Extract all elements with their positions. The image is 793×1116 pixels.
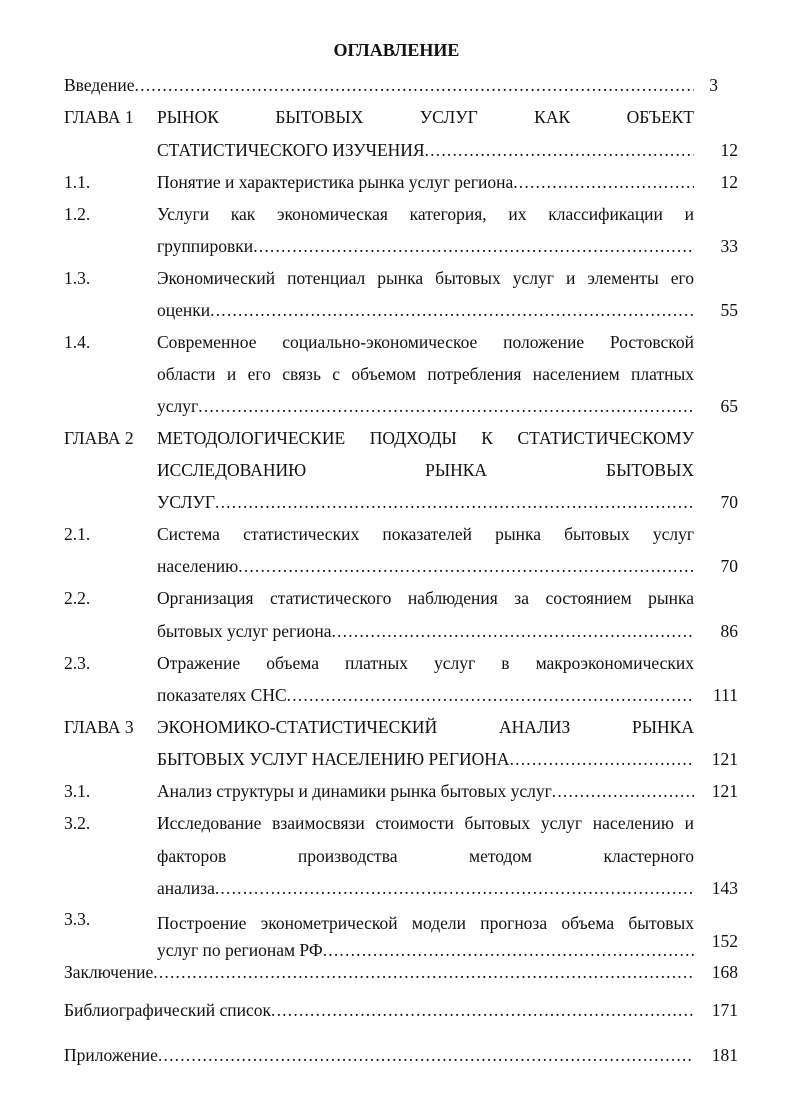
section-label: 3.1. <box>64 781 91 801</box>
chapter-title-line[interactable]: ЭКОНОМИКО-СТАТИСТИЧЕСКИЙ АНАЛИЗ РЫНКА <box>157 717 694 737</box>
page-number: 70 <box>720 556 738 576</box>
page-number: 3 <box>709 75 718 95</box>
entry-text: Анализ структуры и динамики рынка бытовых услуг <box>157 781 552 801</box>
section-title-line[interactable]: Услуги как экономическая категория, их классификации и <box>157 204 694 224</box>
entry-text: бытовых услуг региона <box>157 621 332 641</box>
entry-text: группировки <box>157 236 254 256</box>
dot-leader <box>510 748 694 770</box>
page-number: 70 <box>720 492 738 512</box>
dot-leader <box>238 555 694 577</box>
section-title-line[interactable]: Отражение объема платных услуг в макроэкономических <box>157 653 694 673</box>
section-title-line[interactable]: факторов производства методом кластерного <box>157 846 694 866</box>
entry-text: оценки <box>157 300 211 320</box>
dot-leader <box>135 74 694 96</box>
section-label: 1.3. <box>64 268 91 288</box>
entry-text: услуг по регионам РФ <box>157 940 323 960</box>
page-number: 121 <box>711 781 738 801</box>
section-label: 1.4. <box>64 332 91 352</box>
section-label: 1.2. <box>64 204 91 224</box>
dot-leader <box>210 299 694 321</box>
chapter-label: ГЛАВА 2 <box>64 428 134 448</box>
chapter-title-line[interactable]: МЕТОДОЛОГИЧЕСКИЕ ПОДХОДЫ К СТАТИСТИЧЕСКОМУ <box>157 428 694 448</box>
section-title-line[interactable] <box>157 171 694 193</box>
entry-text: услуг <box>157 396 199 416</box>
entry-text: показателях СНС <box>157 685 287 705</box>
section-title-line[interactable]: Современное социально-экономическое положение Ростовской <box>157 332 694 352</box>
entry-text: БЫТОВЫХ УСЛУГ НАСЕЛЕНИЮ РЕГИОНА <box>157 749 510 769</box>
dot-leader <box>287 684 694 706</box>
section-title-line[interactable] <box>157 299 694 321</box>
chapter-title-line[interactable]: ИССЛЕДОВАНИЮ РЫНКА БЫТОВЫХ <box>157 460 694 480</box>
page-number: 168 <box>711 962 738 982</box>
page-number: 86 <box>720 621 738 641</box>
dot-leader <box>331 620 694 642</box>
section-label: 3.2. <box>64 813 91 833</box>
dot-leader <box>215 491 694 513</box>
page-number: 12 <box>720 172 738 192</box>
entry-text: населению <box>157 556 239 576</box>
page-number: 171 <box>711 1000 738 1020</box>
page-number: 12 <box>720 140 738 160</box>
toc-entry-conclusion[interactable] <box>64 961 694 983</box>
section-title-line[interactable]: Организация статистического наблюдения за состоянием рынка <box>157 588 694 608</box>
page-number: 181 <box>711 1045 738 1065</box>
toc-entry-appendix[interactable] <box>64 1044 694 1066</box>
section-title-line[interactable]: Построение эконометрической модели прогноза объема бытовых <box>157 913 694 933</box>
section-title-line[interactable]: Система статистических показателей рынка бытовых услуг <box>157 524 694 544</box>
chapter-title-line[interactable] <box>157 139 694 161</box>
section-title-line[interactable] <box>157 555 694 577</box>
page-number: 65 <box>720 396 738 416</box>
entry-text: УСЛУГ <box>157 492 216 512</box>
section-title-line[interactable] <box>157 780 694 802</box>
chapter-title-line[interactable] <box>157 491 694 513</box>
dot-leader <box>253 235 694 257</box>
chapter-title-line[interactable] <box>157 748 694 770</box>
entry-text: Введение <box>64 75 135 95</box>
dot-leader <box>552 780 694 802</box>
section-title-line[interactable] <box>157 877 694 899</box>
toc-title: ОГЛАВЛЕНИЕ <box>333 40 460 60</box>
page-number: 33 <box>720 236 738 256</box>
dot-leader <box>158 1044 694 1066</box>
section-label: 3.3. <box>64 909 91 929</box>
toc-entry-introduction[interactable] <box>64 74 694 96</box>
entry-text: Понятие и характеристика рынка услуг региона <box>157 172 514 192</box>
section-title-line[interactable]: Экономический потенциал рынка бытовых услуг и элементы его <box>157 268 694 288</box>
section-title-line[interactable] <box>157 395 694 417</box>
entry-text: СТАТИСТИЧЕСКОГО ИЗУЧЕНИЯ <box>157 140 425 160</box>
dot-leader <box>153 961 694 983</box>
section-title-line[interactable] <box>157 939 694 961</box>
chapter-label: ГЛАВА 1 <box>64 107 134 127</box>
dot-leader <box>215 877 694 899</box>
section-label: 2.2. <box>64 588 91 608</box>
dot-leader <box>513 171 694 193</box>
section-label: 1.1. <box>64 172 91 192</box>
section-title-line[interactable]: области и его связь с объемом потребления населением платных <box>157 364 694 384</box>
section-title-line[interactable] <box>157 684 694 706</box>
page-number: 152 <box>711 931 738 951</box>
section-label: 2.1. <box>64 524 91 544</box>
entry-text: анализа <box>157 878 215 898</box>
chapter-label: ГЛАВА 3 <box>64 717 134 737</box>
dot-leader <box>198 395 694 417</box>
section-title-line[interactable] <box>157 620 694 642</box>
entry-text: Заключение <box>64 962 154 982</box>
chapter-title-line[interactable]: РЫНОК БЫТОВЫХ УСЛУГ КАК ОБЪЕКТ <box>157 107 694 127</box>
dot-leader <box>425 139 694 161</box>
dot-leader <box>271 999 694 1021</box>
dot-leader <box>323 939 694 961</box>
page-number: 55 <box>720 300 738 320</box>
page-number: 121 <box>711 749 738 769</box>
page-number: 111 <box>713 685 738 705</box>
page-number: 143 <box>711 878 738 898</box>
entry-text: Библиографический список <box>64 1000 272 1020</box>
section-title-line[interactable]: Исследование взаимосвязи стоимости бытовых услуг населению и <box>157 813 694 833</box>
entry-text: Приложение <box>64 1045 158 1065</box>
section-title-line[interactable] <box>157 235 694 257</box>
section-label: 2.3. <box>64 653 91 673</box>
toc-entry-bibliography[interactable] <box>64 999 694 1021</box>
